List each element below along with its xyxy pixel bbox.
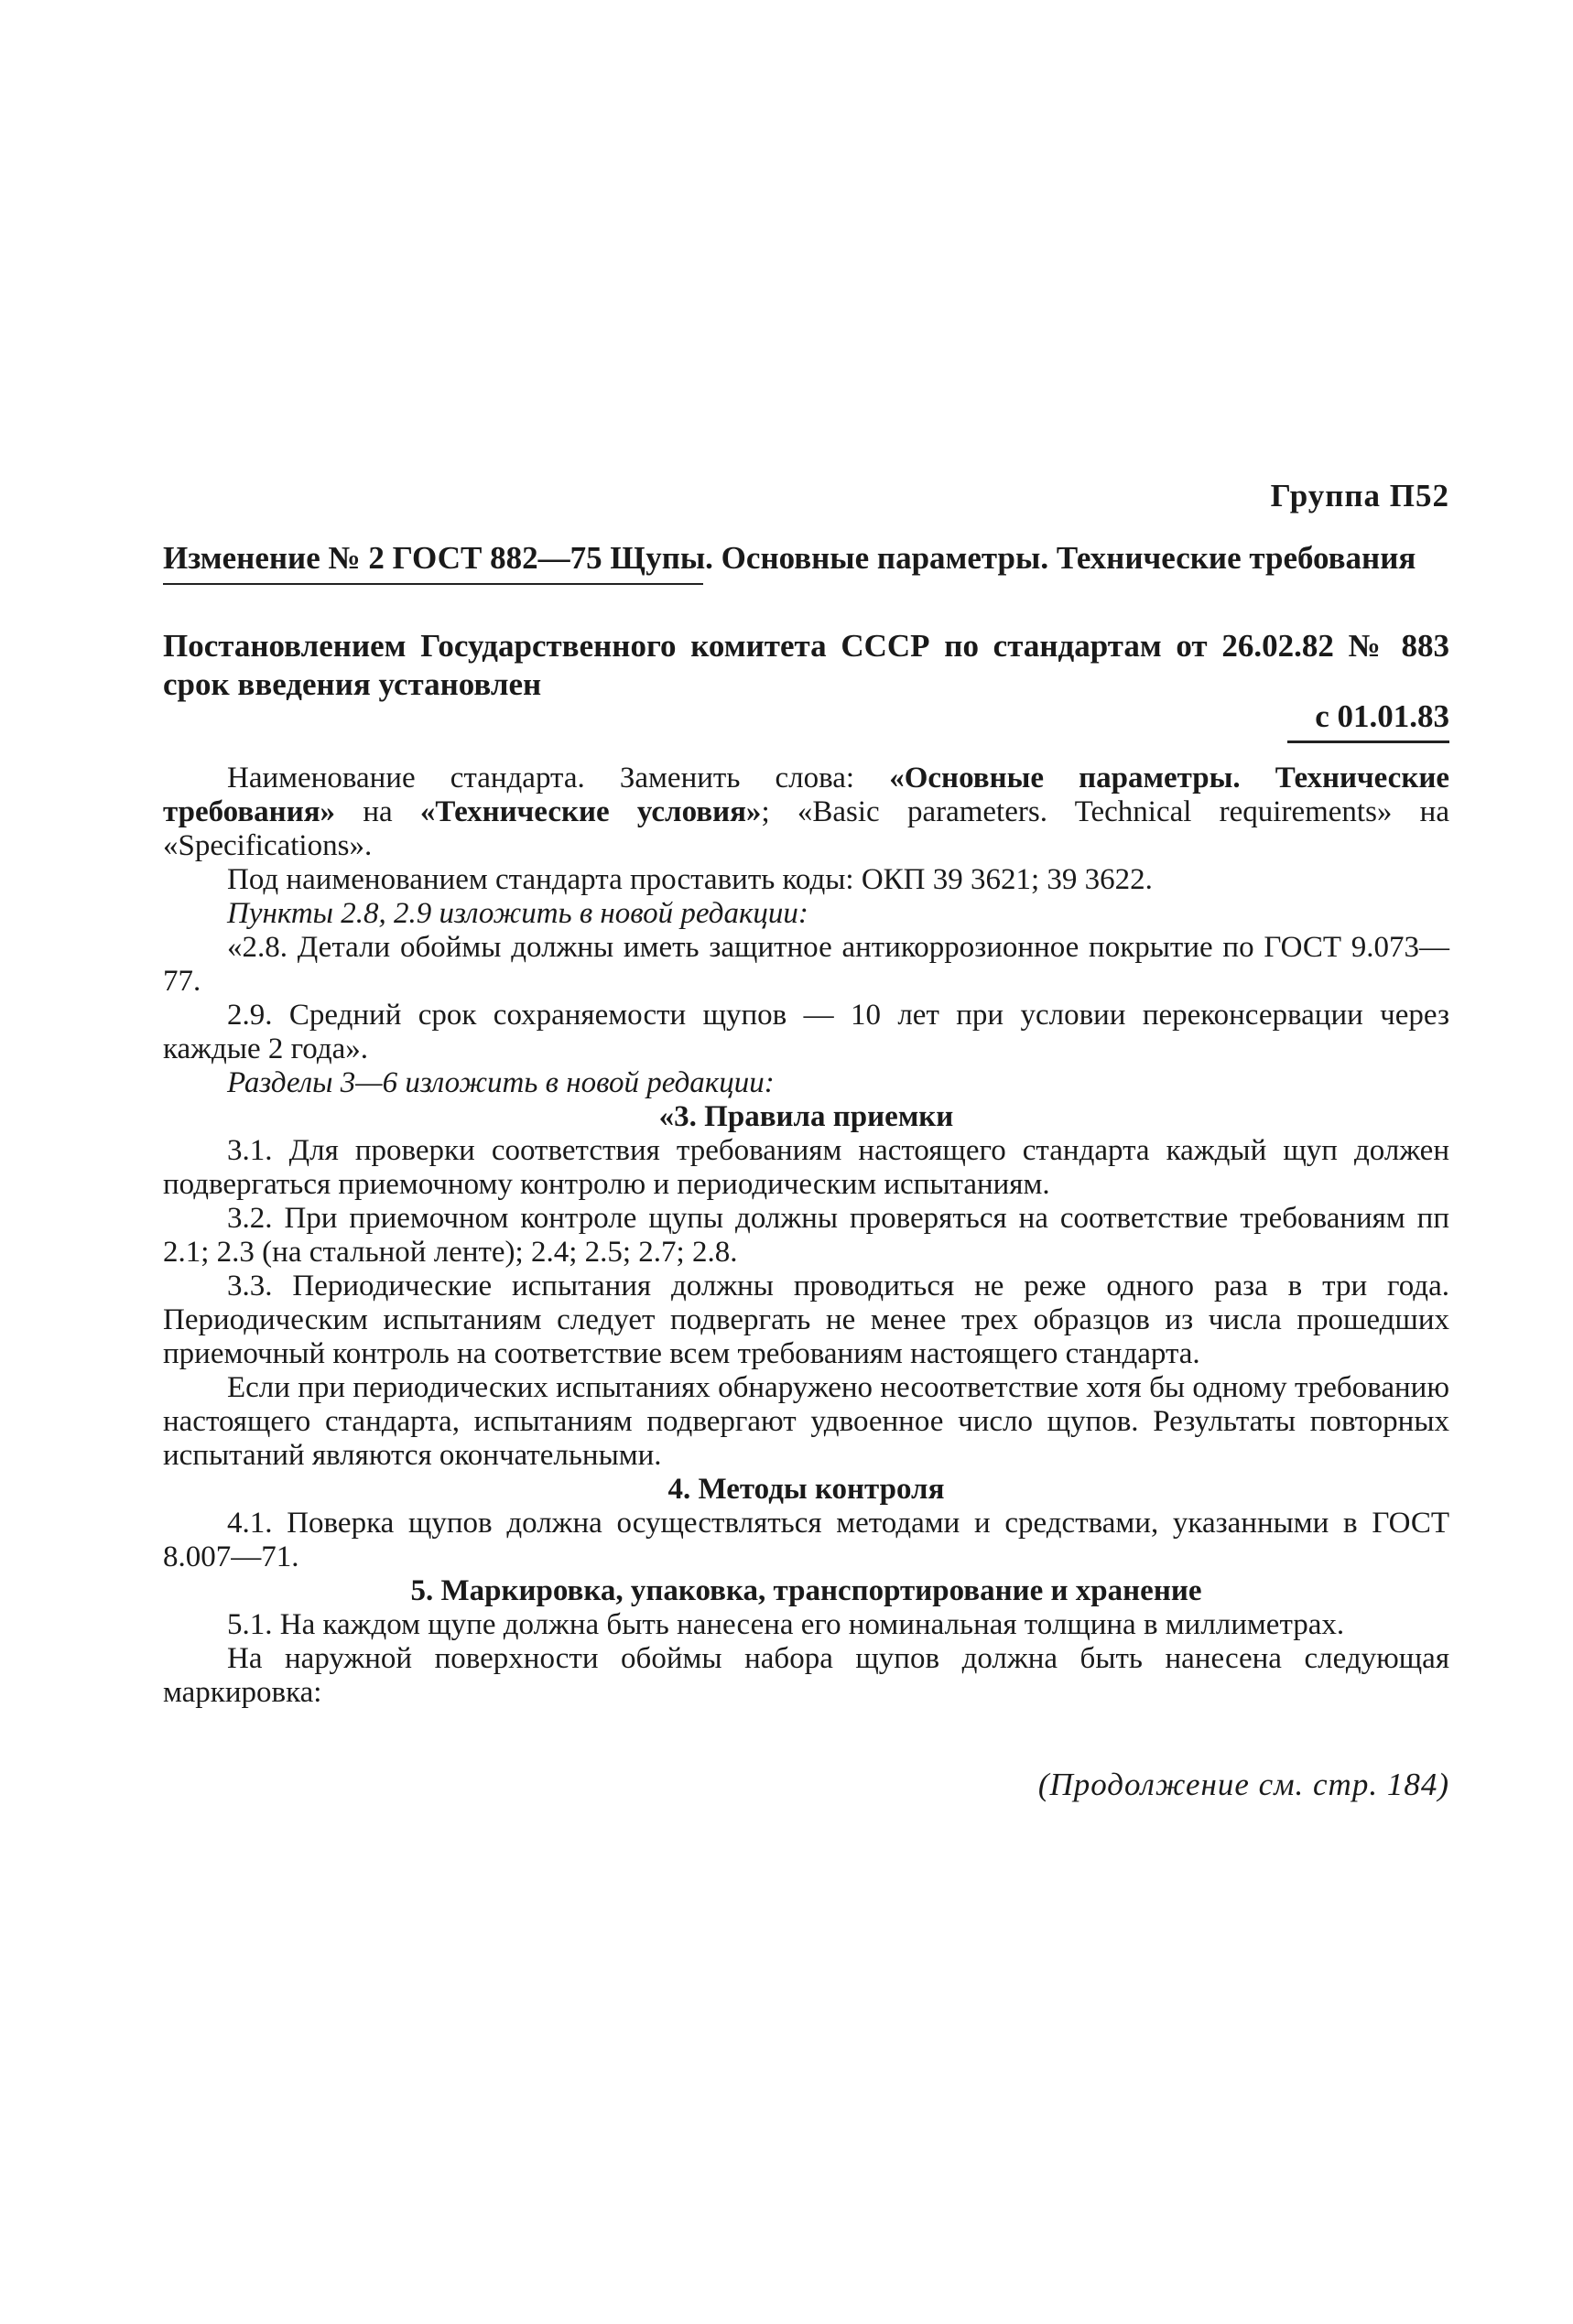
p1-part-c: на bbox=[335, 795, 420, 828]
paragraph-items-intro: Пункты 2.8, 2.9 изложить в новой редакции: bbox=[227, 897, 808, 930]
paragraph-2-9: 2.9. Средний срок сохраняемости щупов — 10 лет при условии переконсервации через каждые 2 года». bbox=[163, 999, 1449, 1065]
p1-part-a: Наименование стандарта. Заменить слова: bbox=[227, 762, 890, 794]
change-title: Изменение № 2 ГОСТ 882—75 Щупы. Основные параметры. Технические требования bbox=[163, 540, 1416, 576]
paragraph-2-8: «2.8. Детали обоймы должны иметь защитное антикоррозионное покрытие по ГОСТ 9.073—77. bbox=[163, 931, 1449, 998]
paragraph-3-1: 3.1. Для проверки соответствия требованиям настоящего стандарта каждый щуп должен подвергаться приемочному контролю и периодическим испытаниям. bbox=[163, 1134, 1449, 1201]
paragraph-marking: На наружной поверхности обоймы набора щупов должна быть нанесена следующая маркировка: bbox=[163, 1642, 1449, 1709]
heading-section-3: «3. Правила приемки bbox=[658, 1100, 954, 1133]
paragraph-sections-intro: Разделы 3—6 изложить в новой редакции: bbox=[227, 1066, 775, 1099]
decree-text: Постановлением Государственного комитета СССР по стандартам от 26.02.82 № 883 срок введения установлен bbox=[163, 628, 1449, 702]
title-underline bbox=[163, 583, 703, 585]
paragraph-3-2: 3.2. При приемочном контроле щупы должны проверяться на соответствие требованиям пп 2.1; 2.3 (на стальной ленте); 2.4; 2.5; 2.7; 2.8. bbox=[163, 1202, 1449, 1269]
body-text bbox=[163, 762, 1449, 1710]
heading-section-4: 4. Методы контроля bbox=[667, 1473, 945, 1506]
group-code: Группа П52 bbox=[1270, 478, 1449, 513]
p1-part-e: ; «Basic parameters. Technical requirements» на «Specifications». bbox=[163, 795, 1449, 862]
paragraph-repeat-tests: Если при периодических испытаниях обнаружено несоответствие хотя бы одному требованию настоящего стандарта, испытаниям подвергают удвоенное число щупов. Результаты повторных испытаний являются окончательными. bbox=[163, 1371, 1449, 1472]
paragraph-codes: Под наименованием стандарта проставить коды: ОКП 39 3621; 39 3622. bbox=[227, 863, 1153, 896]
effective-date: с 01.01.83 bbox=[1287, 698, 1449, 743]
paragraph-3-3: 3.3. Периодические испытания должны проводиться не реже одного раза в три года. Периодическим испытаниям следует подвергать не менее трех образцов из числа прошедших приемочный контроль на соответствие всем требованиям настоящего стандарта. bbox=[163, 1270, 1449, 1370]
p1-part-b: «Основные параметры. Технические требования» bbox=[163, 762, 1449, 828]
paragraph-5-1: 5.1. На каждом щупе должна быть нанесена его номинальная толщина в миллиметрах. bbox=[227, 1608, 1345, 1641]
p1-part-d: «Технические условия» bbox=[419, 795, 762, 828]
continued-note: (Продолжение см. стр. 184) bbox=[1037, 1767, 1449, 1802]
heading-section-5: 5. Маркировка, упаковка, транспортирование и хранение bbox=[410, 1574, 1202, 1607]
paragraph-4-1: 4.1. Поверка щупов должна осуществляться методами и средствами, указанными в ГОСТ 8.007—71. bbox=[163, 1507, 1449, 1573]
paragraph-title-change bbox=[163, 762, 1449, 863]
